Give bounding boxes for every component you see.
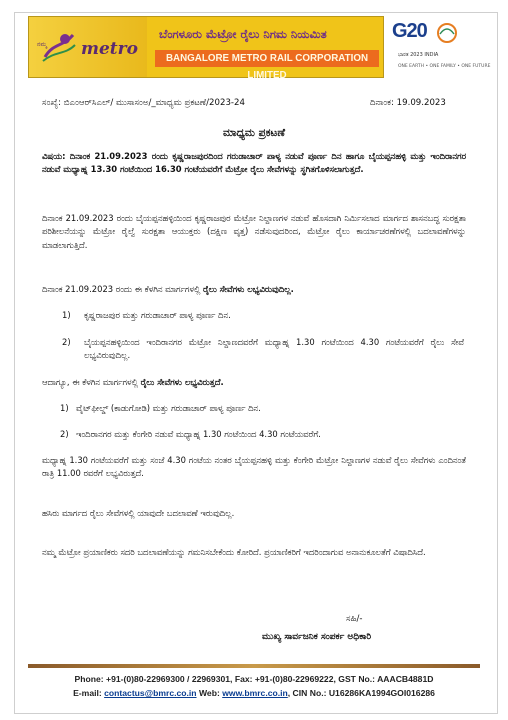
list2-item-2-number: 2)	[60, 429, 69, 439]
body-paragraph-3	[42, 376, 466, 389]
g20-logo	[392, 18, 491, 80]
list1-item-2-number: 2)	[62, 337, 71, 347]
body-paragraph-1: ದಿನಾಂಕ 21.09.2023 ರಂದು ಬೈಯಪ್ಪನಹಳ್ಳಿಯಿಂದ ಕೃಷ್ಣರಾಜಪುರ ಮೆಟ್ರೋ ನಿಲ್ದಾಣಗಳ ನಡುವೆ ಹೊಸದಾಗಿ ನಿರ್ಮಿಸಲಾದ ಮಾರ್ಗದ ಶಾಸನಬದ್ಧ ಸುರಕ್ಷತಾ ಪರಿಶೀಲನೆಯನ್ನು ಮೆಟ್ರೋ ರೈಲ್ವೆ ಸುರಕ್ಷತಾ ಆಯುಕ್ತರು (ದಕ್ಷಿಣ ವೃತ್ತ) ನಡೆಸುವುದರಿಂದ, ಮೆಟ್ರೋ ರೈಲು ಕಾರ್ಯಾಚರಣೆಗಳಲ್ಲಿ ಬದಲಾವಣೆಗಳನ್ನು ಮಾಡಲಾಗುತ್ತಿದೆ.	[42, 213, 466, 250]
body-paragraph-2	[42, 283, 466, 296]
subject-text: ದಿನಾಂಕ 21.09.2023 ರಂದು ಕೃಷ್ಣರಾಜಪುರದಿಂದ ಗರುಡಾಚಾರ್ ಪಾಳ್ಯ ನಡುವೆ ಪೂರ್ಣ ದಿನ ಹಾಗೂ ಬೈಯಪ್ಪನಹಳ್ಳಿ ಮತ್ತು ಇಂದಿರಾನಗರ ನಡುವೆ ಮಧ್ಯಾಹ್ನ 13.30 ಗಂಟೆಯಿಂದ 16.30 ಗಂಟೆಯವರೆಗೆ ಮೆಟ್ರೋ ರೈಲು ಸೇವೆಗಳನ್ನು ಸ್ಥಗಿತಗೊಳಿಸಲಾಗುತ್ತದೆ.	[42, 151, 466, 175]
para2-bold-text: ರೈಲು ಸೇವೆಗಳು ಲಭ್ಯವಿರುವುದಿಲ್ಲ.	[203, 284, 294, 294]
footer-divider	[28, 664, 480, 668]
body-paragraph-6: ನಮ್ಮ ಮೆಟ್ರೋ ಪ್ರಯಾಣಿಕರು ಸದರಿ ಬದಲಾವಣೆಯನ್ನು ಗಮನಿಸಬೇಕೆಂದು ಕೋರಿದೆ. ಪ್ರಯಾಣಿಕರಿಗೆ ಇದರಿಂದಾಗುವ ಅನಾನುಕೂಲತೆಗೆ ವಿಷಾದಿಸಿದೆ.	[42, 547, 426, 557]
namma-metro-logo	[29, 17, 147, 77]
web-label: Web:	[198, 688, 220, 698]
para3-text: ಆದಾಗ್ಯೂ, ಈ ಕೆಳಗಿನ ಮಾರ್ಗಗಳಲ್ಲಿ	[42, 377, 138, 387]
signatory-designation: ಮುಖ್ಯ ಸಾರ್ವಜನಿಕ ಸಂಪರ್ಕ ಅಧಿಕಾರಿ	[262, 632, 372, 642]
subject-label: ವಿಷಯ:	[42, 151, 66, 161]
body-paragraph-4: ಮಧ್ಯಾಹ್ನ 1.30 ಗಂಟೆಯವರೆಗೆ ಮತ್ತು ಸಂಜೆ 4.30 ಗಂಟೆಯ ನಂತರ ಬೈಯಪ್ಪನಹಳ್ಳಿ ಮತ್ತು ಕೆಂಗೇರಿ ಮೆಟ್ರೋ ನಿಲ್ದಾಣಗಳ ನಡುವೆ ರೈಲು ಸೇವೆಗಳು ಎಂದಿನಂತೆ ರಾತ್ರಿ 11.00 ರವರೆಗೆ ಲಭ್ಯವಿರುತ್ತದೆ.	[42, 455, 466, 479]
list1-item-1-number: 1)	[62, 310, 71, 320]
email-link[interactable]: contactus@bmrc.co.in	[104, 688, 197, 698]
logo-metro-text: metro	[81, 39, 138, 59]
signature-mark: ಸಹಿ/-	[346, 614, 363, 624]
bmrcl-header-banner	[28, 16, 384, 81]
subject-paragraph	[42, 150, 466, 177]
org-name-kannada: ಬೆಂಗಳೂರು ಮೆಟ್ರೋ ರೈಲು ನಿಗಮ ನಿಯಮಿತ	[159, 27, 327, 41]
para2-text: ದಿನಾಂಕ 21.09.2023 ರಂದು ಈ ಕೆಳಗಿನ ಮಾರ್ಗಗಳಲ್ಲಿ	[42, 284, 201, 294]
g20-tagline: ONE EARTH • ONE FAMILY • ONE FUTURE	[398, 64, 491, 69]
list2-item-1-number: 1)	[60, 403, 69, 413]
list1-item-2-text: ಬೈಯಪ್ಪನಹಳ್ಳಿಯಿಂದ ಇಂದಿರಾನಗರ ಮೆಟ್ರೋ ನಿಲ್ದಾಣದವರೆಗೆ ಮಧ್ಯಾಹ್ನ 1.30 ಗಂಟೆಯಿಂದ 4.30 ಗಂಟೆಯವರೆಗೆ ರೈಲು ಸೇವೆ ಲಭ್ಯವಿರುವುದಿಲ್ಲ.	[84, 337, 464, 361]
list1-item-1-text: ಕೃಷ್ಣರಾಜಪುರ ಮತ್ತು ಗರುಡಾಚಾರ್ ಪಾಳ್ಯ ಪೂರ್ಣ ದಿನ.	[84, 310, 231, 320]
list2-item-1-text: ವೈಟ್‌ಫೀಲ್ಡ್ (ಕಾಡುಗೋಡಿ) ಮತ್ತು ಗರುಡಾಚಾರ್ ಪಾಳ್ಯ ಪೂರ್ಣ ದಿನ.	[76, 403, 261, 413]
website-link[interactable]: www.bmrc.co.in	[222, 688, 288, 698]
email-label: E-mail:	[73, 688, 102, 698]
logo-small-text: ನಮ್ಮ	[37, 41, 47, 48]
lotus-globe-icon	[436, 22, 458, 44]
cin-number: , CIN No.: U16286KA1994GOI016286	[287, 688, 435, 698]
para3-bold-text: ರೈಲು ಸೇವೆಗಳು ಲಭ್ಯವಿರುತ್ತದೆ.	[140, 377, 224, 387]
g20-subtitle: ಭಾರತ 2023 INDIA	[398, 52, 439, 58]
document-title: ಮಾಧ್ಯಮ ಪ್ರಕಟಣೆ	[223, 127, 285, 139]
footer-email-line	[0, 688, 508, 698]
document-page	[14, 12, 498, 714]
footer-contact-line: Phone: +91-(0)80-22969300 / 22969301, Fax: +91-(0)80-22969222, GST No.: AAACB4881D	[74, 674, 434, 684]
body-paragraph-5: ಹಸಿರು ಮಾರ್ಗದ ರೈಲು ಸೇವೆಗಳಲ್ಲಿ ಯಾವುದೇ ಬದಲಾವಣೆ ಇರುವುದಿಲ್ಲ.	[42, 508, 235, 518]
list2-item-2-text: ಇಂದಿರಾನಗರ ಮತ್ತು ಕೆಂಗೇರಿ ನಡುವೆ ಮಧ್ಯಾಹ್ನ 1.30 ಗಂಟೆಯಿಂದ 4.30 ಗಂಟೆಯವರೆಗೆ.	[76, 429, 321, 439]
reference-date: ದಿನಾಂಕ: 19.09.2023	[370, 98, 446, 108]
org-name-english: BANGALORE METRO RAIL CORPORATION LIMITED	[155, 50, 379, 67]
reference-number: ಸಂಖ್ಯೆ: ಬಿಎಂಆರ್‌ಸಿಎಲ್/ ಮುಸಾಸಂಅ/_ಮಾಧ್ಯಮ ಪ್ರಕಟಣೆ/2023-24	[42, 98, 245, 108]
g20-text: G20	[392, 20, 427, 42]
